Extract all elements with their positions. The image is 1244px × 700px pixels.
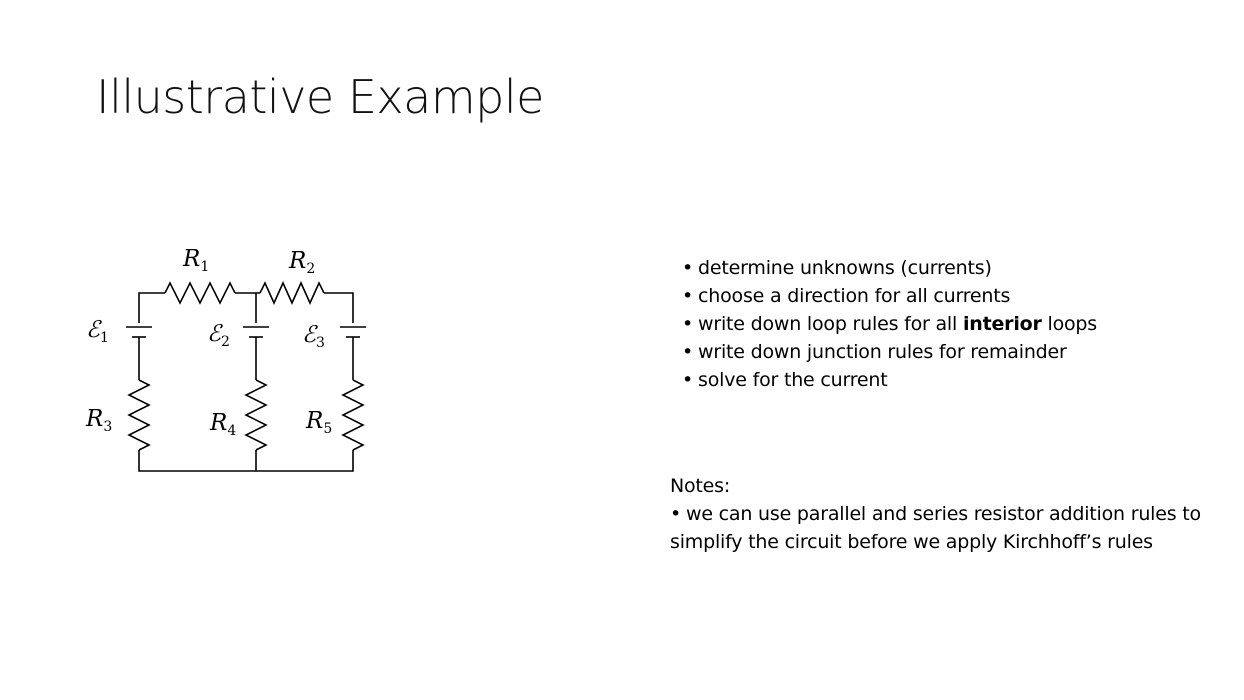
label-r2: $R_2$: [289, 248, 316, 277]
top-right-wire: [324, 293, 353, 323]
label-r3: $R_3$: [86, 406, 113, 435]
step-item: • write down junction rules for remainder: [682, 338, 1097, 366]
notes-block: [670, 472, 1230, 556]
step-item: • determine unknowns (currents): [682, 254, 1097, 282]
label-e1: ℰ$_1$: [86, 317, 109, 346]
top-left-wire: [139, 293, 165, 323]
resistor-r5: [343, 380, 363, 450]
step-item: • write down loop rules for all interior loops: [682, 310, 1097, 338]
emphasis-interior: interior: [962, 313, 1042, 335]
step-item: • choose a direction for all currents: [682, 282, 1097, 310]
label-e2: ℰ$_2$: [207, 321, 230, 350]
resistor-r3: [129, 380, 149, 450]
label-r5: $R_5$: [306, 408, 333, 437]
resistor-r2: [260, 283, 324, 303]
circuit-diagram: [70, 235, 400, 490]
steps-list: [682, 254, 1097, 394]
resistor-r4: [246, 380, 266, 450]
notes-bullet: • we can use parallel and series resistor addition rules to simplify the circuit before we apply Kirchhoff’s rules: [670, 500, 1230, 556]
step-item: • solve for the current: [682, 366, 1097, 394]
label-e3: ℰ$_3$: [302, 322, 325, 351]
notes-heading: Notes:: [670, 475, 731, 497]
slide-title: Illustrative Example: [96, 70, 544, 124]
label-r1: $R_1$: [183, 246, 210, 275]
bottom-wire: [139, 450, 353, 471]
label-r4: $R_4$: [210, 410, 237, 439]
resistor-r1: [165, 283, 235, 303]
